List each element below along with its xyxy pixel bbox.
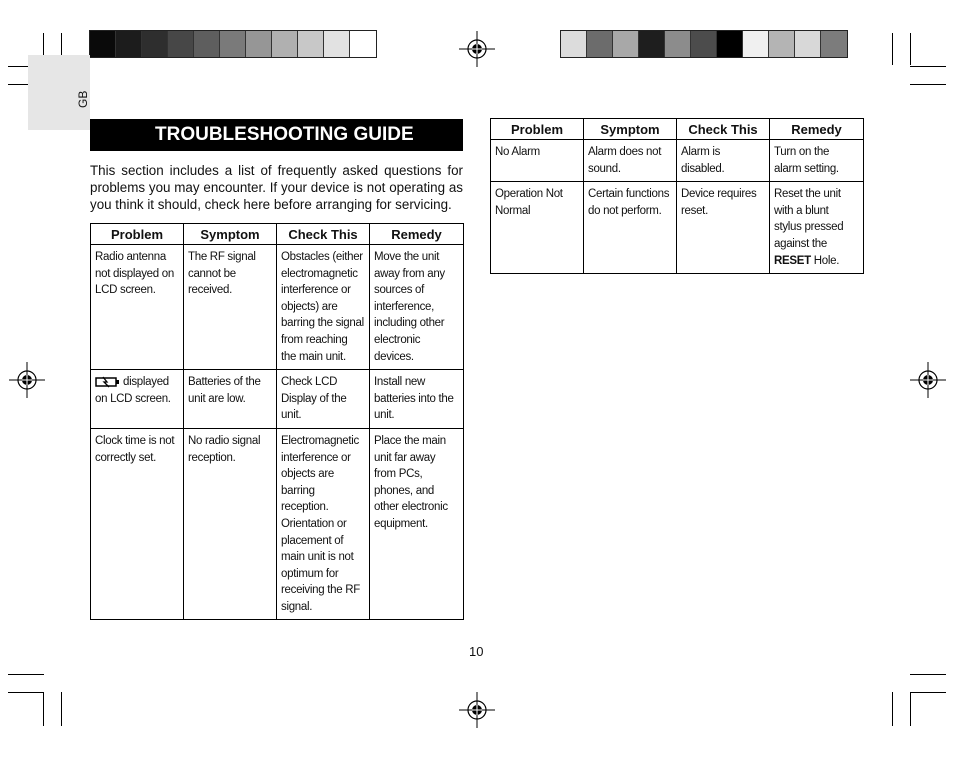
color-swatch [613, 31, 639, 57]
page-number: 10 [469, 644, 484, 659]
page-title: TROUBLESHOOTING GUIDE [90, 119, 463, 151]
language-tab-label: GB [76, 90, 90, 108]
cell-remedy: Move the unit away from any sources of interference, including other electronic devices. [370, 245, 464, 370]
crop-mark [8, 692, 44, 693]
registration-mark-icon [459, 692, 495, 728]
color-swatch [639, 31, 665, 57]
header-symptom: Symptom [584, 119, 677, 140]
table-row [491, 182, 864, 274]
color-swatch [142, 31, 168, 57]
intro-paragraph: This section includes a list of frequently asked questions for problems you may encounter. If your device is not operating as you think it should, check here before arranging for servicing. [90, 163, 463, 212]
color-bar-left [89, 30, 377, 58]
cell-check: Obstacles (either electromagnetic interference or objects) are barring the signal from reaching the main unit. [277, 245, 370, 370]
cell-symptom: Certain functions do not perform. [584, 182, 677, 274]
color-swatch [665, 31, 691, 57]
color-swatch [821, 31, 847, 57]
table-row [491, 140, 864, 182]
cell-remedy: Install new batteries into the unit. [370, 370, 464, 429]
table-row [91, 245, 464, 370]
crop-mark [910, 674, 946, 675]
cell-remedy [770, 182, 864, 274]
color-swatch [116, 31, 142, 57]
header-problem: Problem [91, 224, 184, 245]
color-bar-right [560, 30, 848, 58]
cell-remedy: Place the main unit far away from PCs, phones, and other electronic equipment. [370, 428, 464, 620]
crop-mark [61, 692, 62, 726]
color-swatch [220, 31, 246, 57]
cell-symptom: No radio signal reception. [184, 428, 277, 620]
color-swatch [743, 31, 769, 57]
table-header-row [491, 119, 864, 140]
low-battery-icon [95, 376, 121, 388]
color-swatch [795, 31, 821, 57]
reset-label: RESET [774, 254, 811, 267]
header-check-this: Check This [277, 224, 370, 245]
header-symptom: Symptom [184, 224, 277, 245]
cell-check: Alarm is disabled. [677, 140, 770, 182]
cell-symptom: Batteries of the unit are low. [184, 370, 277, 429]
cell-symptom: The RF signal cannot be received. [184, 245, 277, 370]
color-swatch [587, 31, 613, 57]
header-remedy: Remedy [770, 119, 864, 140]
cell-check: Electromagnetic interference or objects are barring reception. Orientation or placement of main unit is not optimum for receiving the RF signal. [277, 428, 370, 620]
cell-check: Check LCD Display of the unit. [277, 370, 370, 429]
color-swatch [717, 31, 743, 57]
color-swatch [350, 31, 376, 57]
color-swatch [561, 31, 587, 57]
color-swatch [324, 31, 350, 57]
registration-mark-icon [910, 362, 946, 398]
color-swatch [168, 31, 194, 57]
remedy-text: Reset the unit with a blunt stylus pressed against the [774, 188, 844, 250]
cell-problem: Radio antenna not displayed on LCD screen. [91, 245, 184, 370]
table-row [91, 370, 464, 429]
color-swatch [90, 31, 116, 57]
troubleshooting-table-left [90, 223, 464, 620]
cell-symptom: Alarm does not sound. [584, 140, 677, 182]
crop-mark [910, 692, 946, 693]
crop-mark [910, 692, 911, 726]
cell-remedy: Turn on the alarm setting. [770, 140, 864, 182]
registration-mark-icon [9, 362, 45, 398]
crop-mark [910, 33, 911, 65]
crop-mark [892, 33, 893, 65]
table-row [91, 428, 464, 620]
cell-problem: Clock time is not correctly set. [91, 428, 184, 620]
crop-mark [43, 692, 44, 726]
registration-mark-icon [459, 31, 495, 67]
color-swatch [769, 31, 795, 57]
color-swatch [298, 31, 324, 57]
cell-problem: Operation Not Normal [491, 182, 584, 274]
crop-mark [892, 692, 893, 726]
cell-problem: No Alarm [491, 140, 584, 182]
remedy-text: Hole. [810, 254, 840, 267]
crop-mark [910, 66, 946, 67]
crop-mark [8, 674, 44, 675]
header-check-this: Check This [677, 119, 770, 140]
troubleshooting-table-right [490, 118, 864, 274]
cell-problem [91, 370, 184, 429]
cell-problem-text: displayed on LCD screen. [95, 376, 171, 405]
header-problem: Problem [491, 119, 584, 140]
crop-mark [910, 84, 946, 85]
color-swatch [272, 31, 298, 57]
header-remedy: Remedy [370, 224, 464, 245]
table-header-row [91, 224, 464, 245]
color-swatch [194, 31, 220, 57]
color-swatch [246, 31, 272, 57]
cell-check: Device requires reset. [677, 182, 770, 274]
color-swatch [691, 31, 717, 57]
